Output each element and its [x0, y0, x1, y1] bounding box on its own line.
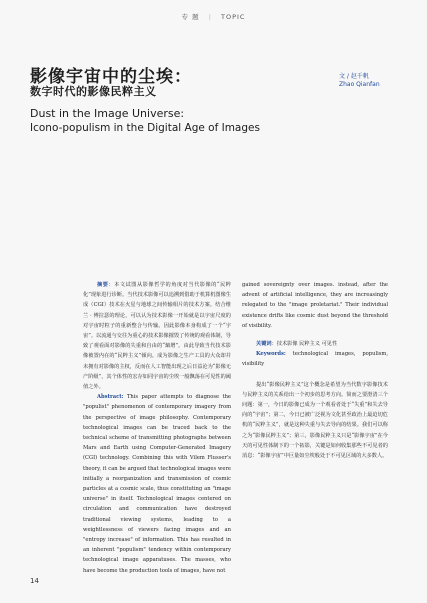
- keywords-cn: [242, 339, 388, 349]
- keywords-en-text: technological images, populism, visibility: [242, 351, 388, 368]
- abstract-cn: [83, 280, 231, 392]
- title-cn-sub: 数字时代的影像民粹主义: [30, 85, 157, 98]
- keywords-cn-text: ：技术影像 民粹主义 可见性: [271, 341, 338, 348]
- title-en-line1: Dust in the Image Universe:: [30, 107, 185, 120]
- section-label-cn: 专 题: [181, 13, 200, 21]
- keywords-en-label: Keywords:: [256, 351, 286, 358]
- title-cn-main: 影像宇宙中的尘埃：: [30, 67, 192, 87]
- title-en-line2: Icono-populism in the Digital Age of Images: [30, 122, 260, 134]
- author-en: Zhao Qianfan: [339, 81, 380, 88]
- abstract-en-label: Abstract:: [97, 394, 124, 401]
- section-header: [0, 12, 427, 21]
- page-number: 14: [30, 577, 39, 585]
- section-label-en: TOPIC: [220, 13, 246, 21]
- abstract-en: [83, 392, 231, 576]
- abstract-cn-text: ：本文试图从影像哲学的角度对当代影像的“民粹化”现象进行诊断。当代技术影像可以追溯到借助于机算机图像生成（CGI）技术在火星与地球之间传输相片的技术方案。结合维兰 · 傅拉瑟的理论，可以认为技术影像一开始就是以宇宙尺度的对宇宙时粒子的重新整合与传输。因此影像本身构成了一个“宇宙”。以流通与交往为重心的技术影像摧毁了传统的观看体制，导致了观看面对影像的失重和自由的“熵增”。由此导致当代技术影像被置内在的“民粹主义”倾向。成为影像之生产工具的大众却并未拥有对影像的主权，反而在人工智能出现之后日益沦为“影像无产阶级”，其个体性的宏存如同宇宙的尘埃一般飘荡在可见性的阈值之外。: [83, 282, 231, 391]
- right-column: [242, 280, 388, 461]
- section-divider: |: [208, 13, 212, 21]
- body-paragraph-cn: 提出“影像民粹主义”这个概念是希望为当代数字影像技术与民粹主义的关系给出一个初步的思考方向。简而之要澄清三个问题：第一，今日的影像已成为一个观看者处于“失重”和失去导向的“宇宙”；第二，今日已被广泛视为文化甚至政治上最迫切危机的“民粹主义”，就是这种失重与失去导向的结果。我们可以称之为“影像民粹主义”；第三，影像民粹主义只是“影像宇宙”在今天的可见性体制下的一个拓影，关键是如何收集那些不可见者的消息：“影像宇宙”中巨量如尘埃般处于不可见区域的大多数人。: [242, 381, 388, 460]
- keywords-cn-label: 关键词: [256, 341, 272, 348]
- abstract-en-text: This paper attempts to diagnose the "populist" phenomenon of contemporary imagery from the perspective of image philosophy. Contemporary technological images can be traced back to the technical scheme of transmitting photographs between Mars and Earth using Computer-Generated Imagery (CGI) technology. Combining this with Vilem Flusser's theory, it can be argued that technological images were initially a reorganization and transmission of cosmic particles at a cosmic scale, thus constituting an "image universe" in itself. Technological images centered on circulation and communication have destroyed traditional viewing systems, leading to a weightlessness of viewers facing images and an "entropy increase" of information. This has resulted in an inherent "populism" tendency within contemporary technological image apparatuses. The masses, who have become the production tools of images, have not: [83, 394, 231, 574]
- author-cn: 文 / 赵千帆: [339, 73, 369, 80]
- abstract-cn-label: 摘要: [97, 282, 109, 288]
- keywords-en: [242, 349, 388, 369]
- left-column: [83, 280, 231, 576]
- abstract-en-continued: gained sovereignty over images. instead, after the advent of artificial intelligence, they are increasingly relegated to the "image proletariat." Their individual existence drifts like cosmic dust beyond the threshold of visibility.: [242, 282, 388, 329]
